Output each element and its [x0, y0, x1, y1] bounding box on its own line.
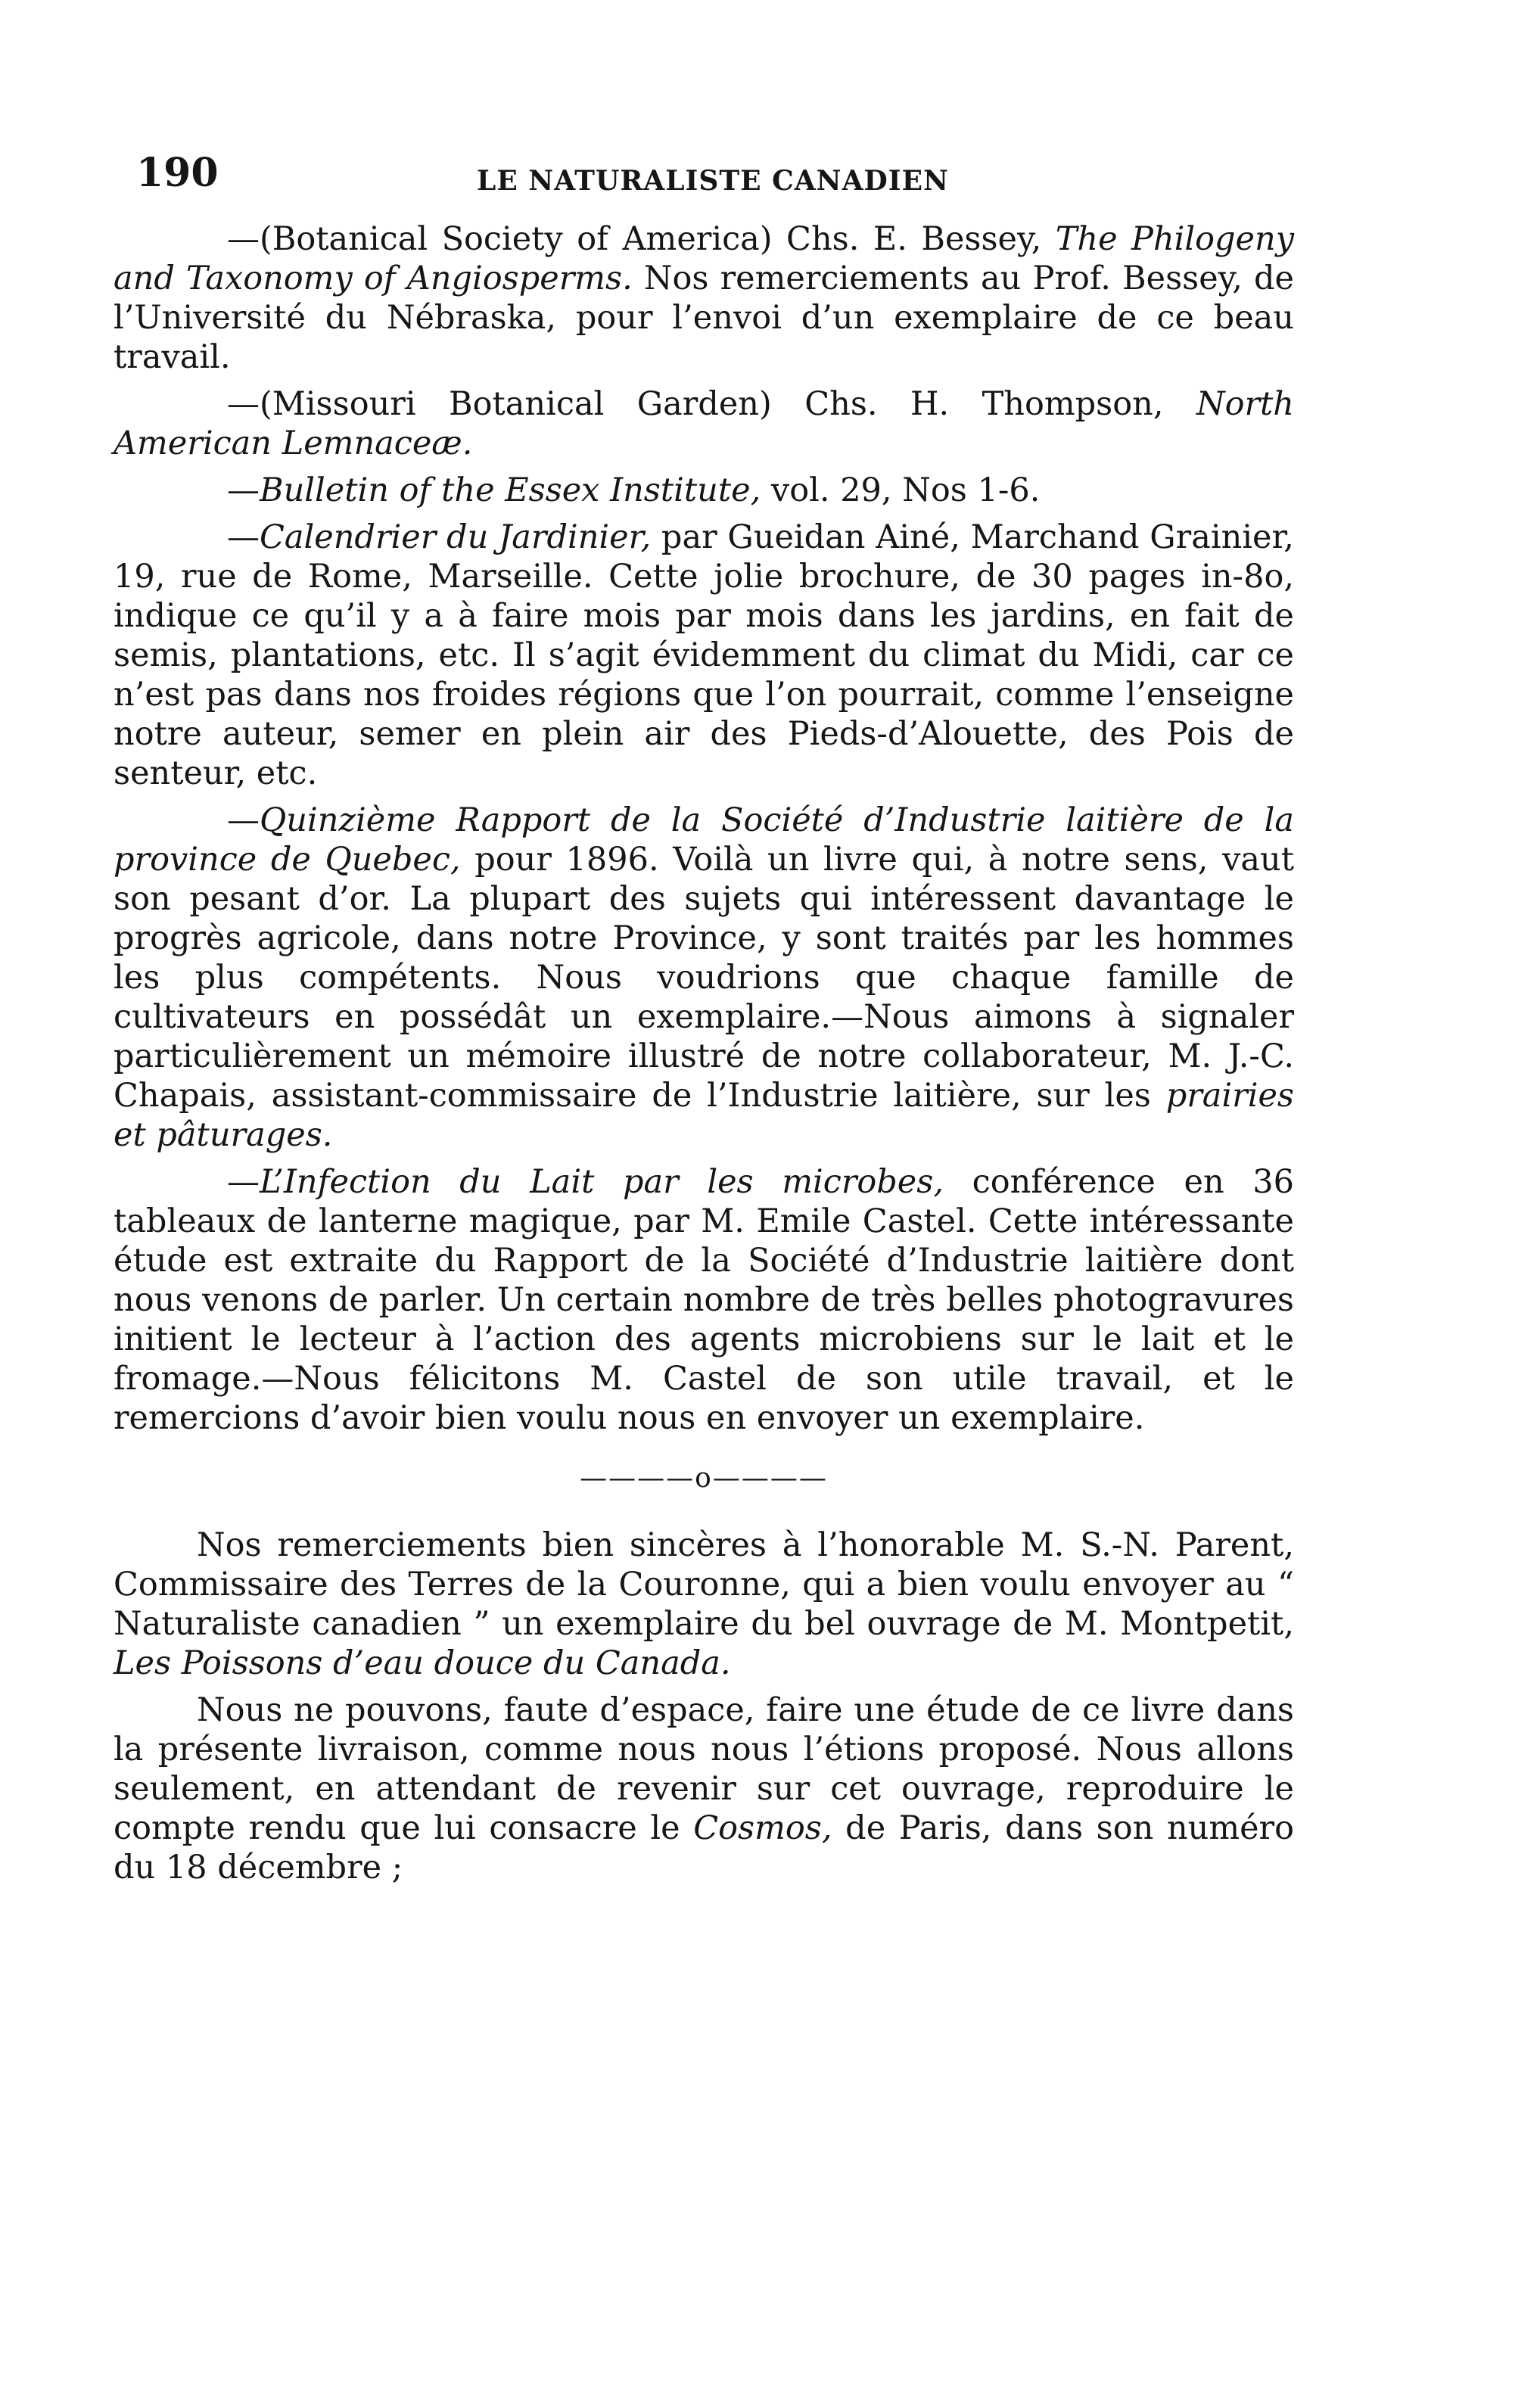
entry-infection-lait: —L’Infection du Lait par les microbes, conférence en 36 tableaux de lanterne magique, par M. Emile Castel. Cette intéressante étude est extraite du Rapport de la Société d’Industrie laitière dont nous venons de parler. Un certain nombre de très belles photogravures initient le lecteur à l’action des agents microbiens sur le lait et le fromage.—Nous félicitons M. Castel de son utile travail, et le remercions d’avoir bien voulu nous en envoyer un exemplaire.	[114, 1163, 1294, 1437]
entry-thompson: —(Missouri Botanical Garden) Chs. H. Thompson, North American Lemnaceæ.	[114, 385, 1294, 462]
document-page	[114, 136, 1294, 1895]
journal-title: Cosmos,	[693, 1809, 832, 1847]
paragraph-review-intro: Nous ne pouvons, faute d’espace, faire une étude de ce livre dans la présente livraison, comme nous nous l’étions proposé. Nous allons seulement, en attendant de revenir sur cet ouvrage, reproduire le compte rendu que lui consacre le Cosmos, de Paris, dans son numéro du 18 décembre ;	[114, 1691, 1294, 1886]
book-title: Les Poissons d’eau douce du Canada.	[114, 1644, 731, 1682]
entry-bessey: —(Botanical Society of America) Chs. E. Bessey, The Philogeny and Taxonomy of Angiosperms. Nos remerciements au Prof. Bessey, de l’Université du Nébraska, pour l’envoi d’un exemplaire de ce beau travail.	[114, 220, 1294, 376]
page-header	[114, 136, 1294, 204]
entry-title: The Philogeny and Taxonomy of Angiosperms.	[114, 220, 1294, 297]
running-title: LE NATURALISTE CANADIEN	[477, 165, 949, 197]
entry-title: Quinzième Rapport de la Société d’Industrie laitière de la province de Quebec,	[114, 801, 1294, 879]
entry-calendrier: —Calendrier du Jardinier, par Gueidan Ainé, Marchand Grainier, 19, rue de Rome, Marseille. Cette jolie brochure, de 30 pages in-8o, indique ce qu’il y a à faire mois par mois dans les jardins, en fait de semis, plantations, etc. Il s’agit évidemment du climat du Midi, car ce n’est pas dans nos froides régions que l’on pourrait, comme l’enseigne notre auteur, semer en plein air des Pieds-d’Alouette, des Pois de senteur, etc.	[114, 518, 1294, 792]
section-separator: ————o————	[580, 1463, 828, 1494]
acknowledgement-section	[114, 1526, 1294, 1887]
paragraph-acknowledgement: Nos remerciements bien sincères à l’honorable M. S.-N. Parent, Commissaire des Terres de la Couronne, qui a bien voulu envoyer au “ Naturaliste canadien ” un exemplaire du bel ouvrage de M. Montpetit, Les Poissons d’eau douce du Canada.	[114, 1526, 1294, 1682]
entry-title: Calendrier du Jardinier,	[260, 518, 652, 556]
entry-title: North American Lemnaceæ.	[114, 385, 1294, 462]
entry-title-secondary: prairies et pâturages.	[114, 1077, 1294, 1154]
page-number: 190	[136, 150, 219, 196]
page-body	[114, 219, 1294, 1887]
entry-rapport-laitiere: —Quinzième Rapport de la Société d’Industrie laitière de la province de Quebec, pour 1896. Voilà un livre qui, à notre sens, vaut son pesant d’or. La plupart des sujets qui intéressent davantage le progrès agricole, dans notre Province, y sont traités par les hommes les plus compétents. Nous voudrions que chaque famille de cultivateurs en possédât un exemplaire.—Nous aimons à signaler particulièrement un mémoire illustré de notre collaborateur, M. J.-C. Chapais, assistant-commissaire de l’Industrie laitière, sur les prairies et pâturages.	[114, 801, 1294, 1154]
entry-essex-bulletin: —Bulletin of the Essex Institute, vol. 29, Nos 1-6.	[227, 471, 1041, 509]
entry-title: Bulletin of the Essex Institute,	[260, 471, 761, 509]
entry-title: L’Infection du Lait par les microbes,	[260, 1163, 944, 1201]
